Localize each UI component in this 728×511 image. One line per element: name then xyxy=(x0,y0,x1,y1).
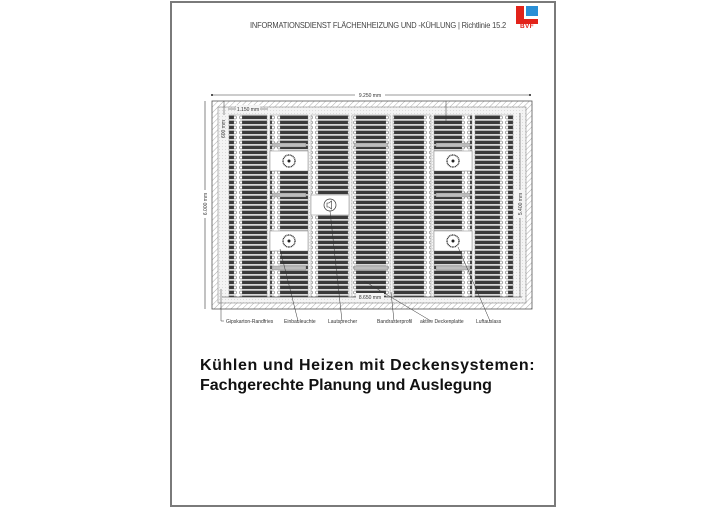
speaker-icon xyxy=(324,199,336,211)
document-title xyxy=(200,356,535,396)
legend-bandrasterprofil: Bandrasterprofil xyxy=(377,319,413,325)
dim-inner-height: 5.400 mm xyxy=(518,192,524,216)
dim-total-height: 6.000 mm xyxy=(203,192,209,216)
dim-edge-depth: 600 mm xyxy=(221,119,227,139)
legend-gipskarton: Gipskarton-Randfries xyxy=(226,319,274,325)
dim-inner-width: 8.650 mm xyxy=(358,295,382,301)
legend-luftauslass: Luftauslass xyxy=(476,319,502,325)
legend-lautsprecher: Lautsprecher xyxy=(328,319,358,325)
dim-total-width: 9.250 mm xyxy=(358,93,382,99)
legend-aktive-deckenplatte: aktive Deckenplatte xyxy=(420,319,464,325)
title-line-2: Fachgerechte Planung und Auslegung xyxy=(200,377,492,394)
title-line-1: Kühlen und Heizen mit Deckensystemen: xyxy=(200,357,536,374)
dim-panel-width: 1.150 mm xyxy=(236,107,260,113)
header-text: INFORMATIONSDIENST FLÄCHENHEIZUNG UND -KÜHLUNG | Richtlinie 15.2 xyxy=(250,20,506,30)
logo-text: BVF xyxy=(520,23,534,30)
bvf-logo xyxy=(516,6,538,30)
ceiling-plan-diagram xyxy=(200,85,540,335)
legend-einbauleuchte: Einbauleuchte xyxy=(284,319,316,325)
